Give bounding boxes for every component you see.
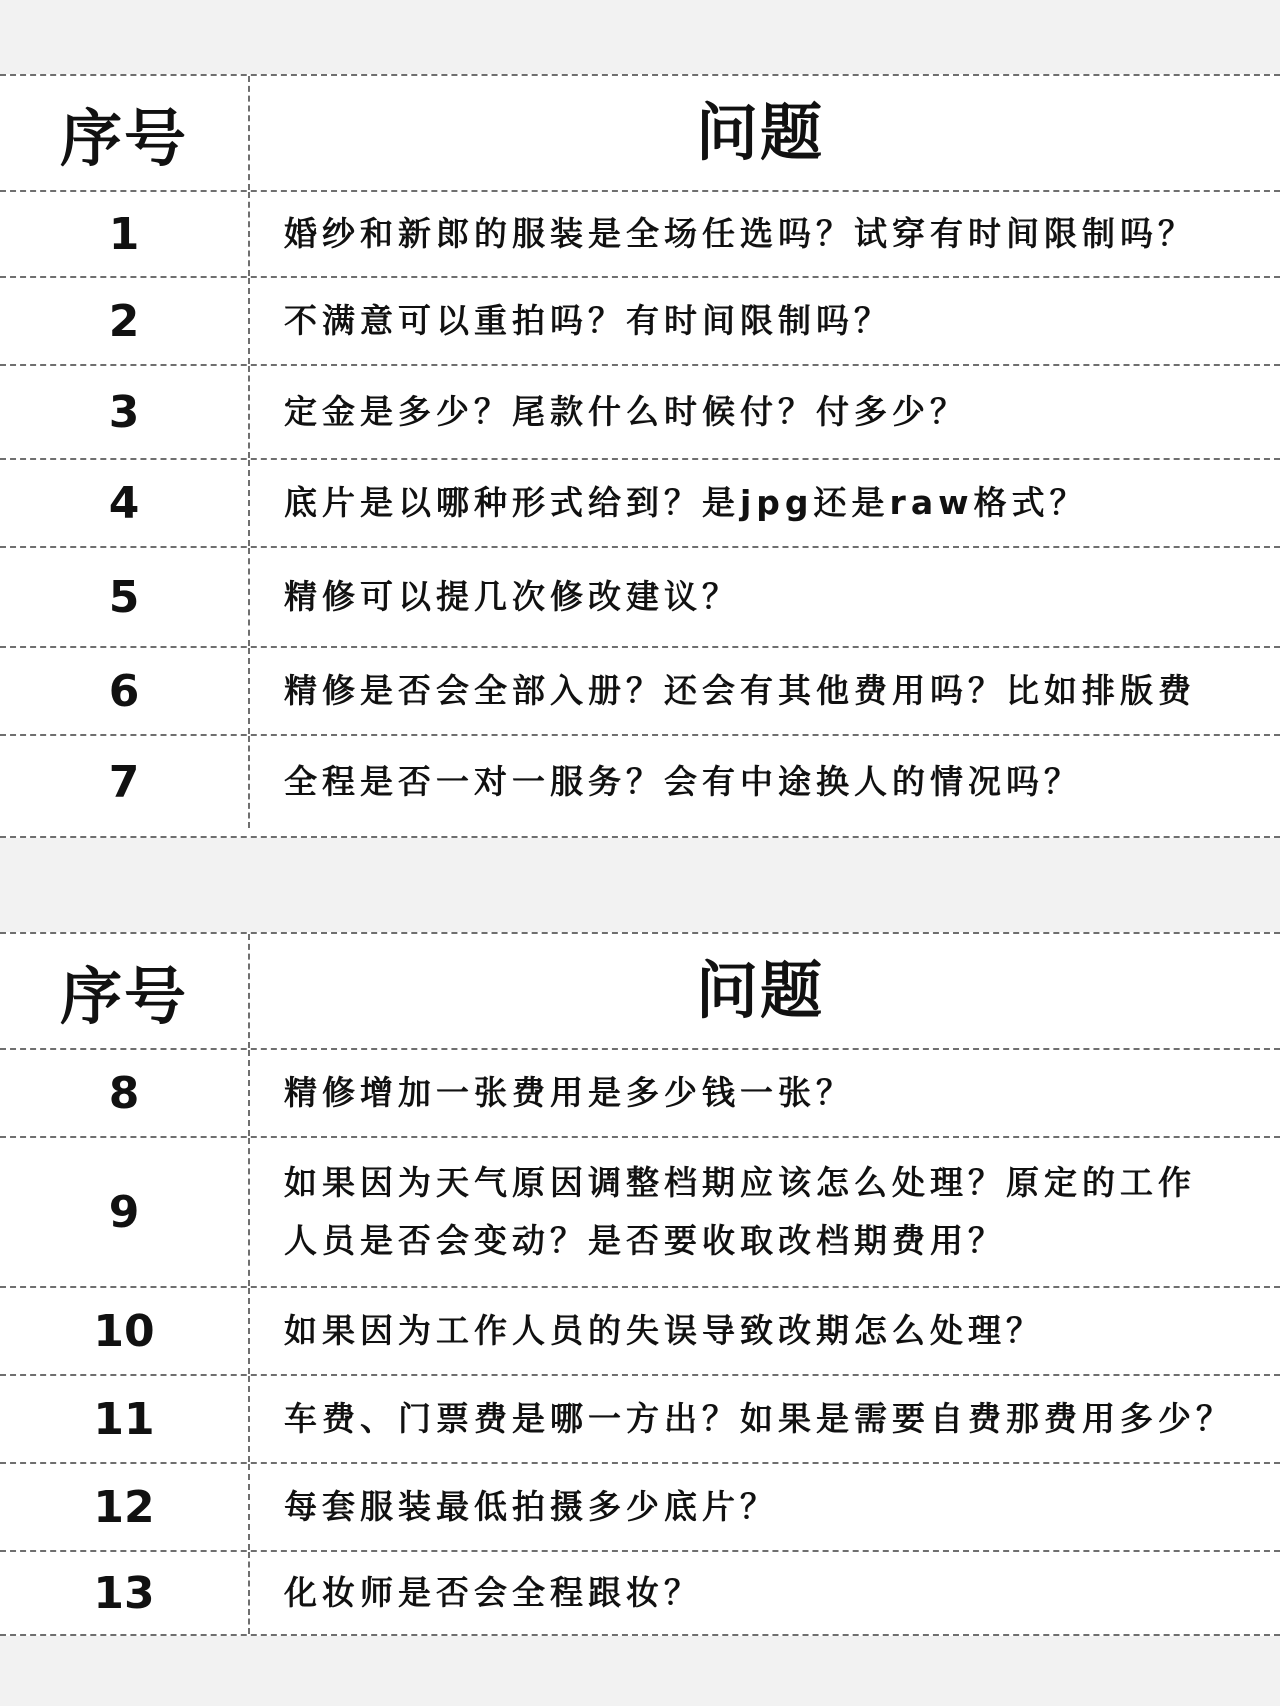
table-row (0, 1136, 1280, 1286)
table-row (0, 276, 1280, 364)
header-question: 问题 (695, 954, 824, 1027)
table-header (0, 76, 1280, 190)
row-number: 12 (0, 1464, 250, 1550)
row-question: 全程是否一对一服务？会有中途换人的情况吗？ (284, 762, 1082, 801)
table-row (0, 1462, 1280, 1550)
table-row (0, 1286, 1280, 1374)
header-number: 序号 (0, 934, 250, 1048)
row-question-line-1: 如果因为天气原因调整档期应该怎么处理？原定的工作 (284, 1163, 1196, 1202)
row-number: 10 (0, 1288, 250, 1374)
row-number: 13 (0, 1552, 250, 1634)
row-number: 1 (0, 192, 250, 276)
row-number: 8 (0, 1050, 250, 1136)
table-row (0, 458, 1280, 546)
row-number: 3 (0, 366, 250, 458)
row-number: 6 (0, 648, 250, 734)
row-question: 精修可以提几次修改建议？ (284, 577, 740, 616)
row-number: 5 (0, 548, 250, 646)
header-number: 序号 (0, 76, 250, 190)
row-number: 9 (0, 1138, 250, 1286)
header-question: 问题 (695, 96, 824, 169)
row-number: 4 (0, 460, 250, 546)
row-question: 定金是多少？尾款什么时候付？付多少？ (284, 392, 968, 431)
table-header (0, 934, 1280, 1048)
faq-table-2 (0, 932, 1280, 1636)
row-question: 底片是以哪种形式给到？是jpg还是raw格式？ (284, 483, 1088, 522)
row-question (250, 1138, 1280, 1286)
row-number: 2 (0, 278, 250, 364)
table-row (0, 364, 1280, 458)
table-row (0, 1048, 1280, 1136)
table-row (0, 1550, 1280, 1634)
row-question: 不满意可以重拍吗？有时间限制吗？ (284, 301, 892, 340)
row-number: 7 (0, 736, 250, 828)
table-row (0, 646, 1280, 734)
row-question: 如果因为工作人员的失误导致改期怎么处理？ (284, 1311, 1044, 1350)
row-question-line-2: 人员是否会变动？是否要收取改档期费用？ (284, 1221, 1006, 1260)
row-question: 每套服装最低拍摄多少底片？ (284, 1487, 778, 1526)
row-question: 车费、门票费是哪一方出？如果是需要自费那费用多少？ (284, 1399, 1234, 1438)
table-row (0, 546, 1280, 646)
row-question: 精修增加一张费用是多少钱一张？ (284, 1073, 854, 1112)
faq-table-1 (0, 74, 1280, 838)
row-number: 11 (0, 1376, 250, 1462)
table-row (0, 1374, 1280, 1462)
row-question: 精修是否会全部入册？还会有其他费用吗？比如排版费 (284, 671, 1196, 710)
row-question: 婚纱和新郎的服装是全场任选吗？试穿有时间限制吗？ (284, 214, 1196, 253)
table-row (0, 190, 1280, 276)
row-question: 化妆师是否会全程跟妆？ (284, 1573, 702, 1612)
table-row (0, 734, 1280, 828)
